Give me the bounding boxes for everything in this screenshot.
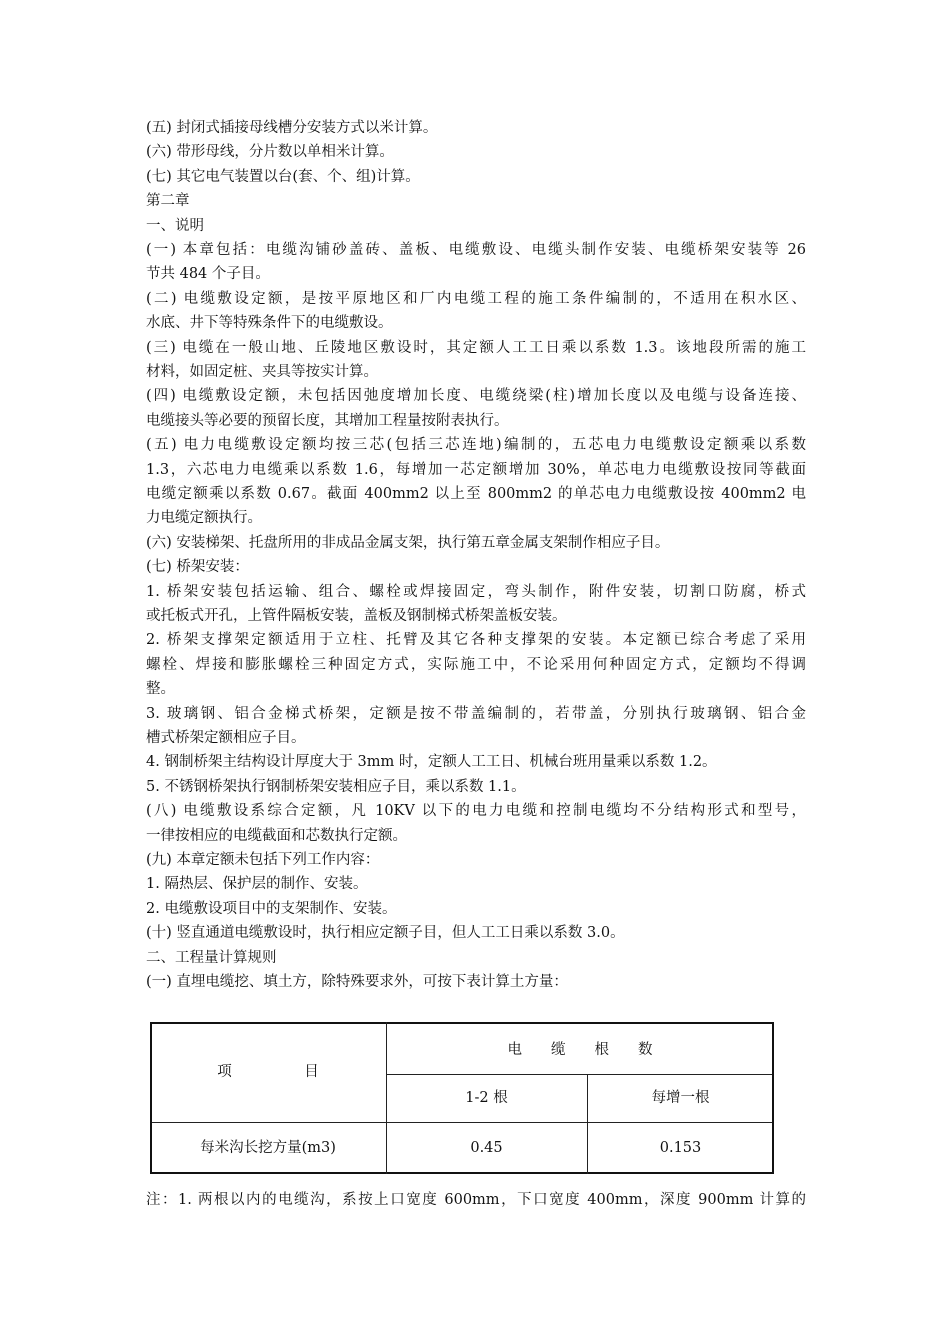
text-line: 电缆定额乘以系数 0.67。截面 400mm2 以上至 800mm2 的单芯电力电缆敷设按 400mm2 电 xyxy=(146,486,806,502)
text-line: 材料，如固定桩、夹具等按实计算。 xyxy=(146,364,378,380)
text-line: 一、说明 xyxy=(146,217,204,234)
text-line: 1. 桥架安装包括运输、组合、螺栓或焊接固定，弯头制作，附件安装，切割口防腐，桥式 xyxy=(146,583,806,600)
text-line: 第二章 xyxy=(146,193,190,210)
text-line: (四) 电缆敷设定额，未包括因弛度增加长度、电缆绕梁(柱)增加长度以及电缆与设备连接、 xyxy=(146,388,806,405)
table-top-border xyxy=(150,1022,774,1024)
text-line: 1. 隔热层、保护层的制作、安装。 xyxy=(146,876,368,893)
text-line: 节共 484 个子目。 xyxy=(146,266,270,283)
text-line: 2. 桥架支撑架定额适用于立柱、托臂及其它各种支撑架的安装。本定额已综合考虑了采用 xyxy=(146,632,806,649)
text-line: (十) 竖直通道电缆敷设时，执行相应定额子目，但人工工日乘以系数 3.0。 xyxy=(146,925,625,942)
text-line: 4. 钢制桥架主结构设计厚度大于 3mm 时，定额人工工日、机械台班用量乘以系数 1.2。 xyxy=(146,754,717,771)
text-line: (九) 本章定额未包括下列工作内容： xyxy=(146,852,380,868)
text-line: 5. 不锈钢桥架执行钢制桥架安装相应子目，乘以系数 1.1。 xyxy=(146,778,526,795)
text-line: 槽式桥架定额相应子目。 xyxy=(146,730,306,746)
text-line: (六) 带形母线，分片数以单相米计算。 xyxy=(146,144,394,161)
text-line: 水底、井下等特殊条件下的电缆敷设。 xyxy=(146,315,393,332)
text-line: 2. 电缆敷设项目中的支架制作、安装。 xyxy=(146,900,397,917)
text-line: 螺栓、焊接和膨胀螺栓三种固定方式，实际施工中，不论采用何种固定方式，定额均不得调 xyxy=(146,656,806,673)
earthwork-table xyxy=(150,1022,774,1174)
text-line: 一律按相应的电缆截面和芯数执行定额。 xyxy=(146,827,407,844)
text-line: (三) 电缆在一般山地、丘陵地区敷设时，其定额人工工日乘以系数 1.3。该地段所需的施工 xyxy=(146,339,806,356)
text-line: (五) 封闭式插接母线槽分安装方式以米计算。 xyxy=(146,120,438,136)
header-item-cell: 项 目 xyxy=(217,1064,319,1080)
text-line: 力电缆定额执行。 xyxy=(146,510,262,527)
col1-header-cell: 1-2 根 xyxy=(465,1090,508,1106)
text-line: (八) 电缆敷设系综合定额，凡 10KV 以下的电力电缆和控制电缆均不分结构形式和型号， xyxy=(146,803,806,820)
text-line: 或托板式开孔，上管件隔板安装，盖板及钢制梯式桥架盖板安装。 xyxy=(146,608,567,624)
header-bottom-rule xyxy=(150,1122,774,1123)
table-bottom-border xyxy=(150,1172,774,1174)
text-line: 1.3，六芯电力电缆乘以系数 1.6，每增加一芯定额增加 30%，单芯电力电缆敷设按同等截面 xyxy=(146,461,806,478)
text-line: (五) 电力电缆敷设定额均按三芯(包括三芯连地)编制的，五芯电力电缆敷设定额乘以系数 xyxy=(146,437,806,454)
text-line: 整。 xyxy=(146,681,175,698)
text-line: (一) 直埋电缆挖、填土方，除特殊要求外，可按下表计算土方量： xyxy=(146,974,568,990)
row-label-cell: 每米沟长挖方量(m3) xyxy=(200,1140,336,1156)
text-line: (一) 本章包括：电缆沟铺砂盖砖、盖板、电缆敷设、电缆头制作安装、电缆桥架安装等 26 xyxy=(146,242,806,258)
table-note: 注：1. 两根以内的电缆沟，系按上口宽度 600mm，下口宽度 400mm，深度 900mm 计算的 xyxy=(146,1192,806,1208)
header-group-rule xyxy=(386,1074,774,1075)
text-line: (六) 安装梯架、托盘所用的非成品金属支架，执行第五章金属支架制作相应子目。 xyxy=(146,534,670,551)
text-line: 二、工程量计算规则 xyxy=(146,949,277,966)
text-line: (七) 桥架安装： xyxy=(146,559,249,576)
row-value2-cell: 0.153 xyxy=(659,1140,702,1156)
text-line: (二) 电缆敷设定额，是按平原地区和厂内电缆工程的施工条件编制的，不适用在积水区、 xyxy=(146,290,806,307)
header-group-cell: 电 缆 根 数 xyxy=(507,1042,653,1058)
text-line: 3. 玻璃钢、铝合金梯式桥架，定额是按不带盖编制的，若带盖，分别执行玻璃钢、铝合金 xyxy=(146,705,806,722)
text-line: (七) 其它电气装置以台(套、个、组)计算。 xyxy=(146,168,420,185)
text-line: 电缆接头等必要的预留长度，其增加工程量按附表执行。 xyxy=(146,412,509,429)
row-value1-cell: 0.45 xyxy=(470,1140,503,1156)
col2-header-cell: 每增一根 xyxy=(651,1090,710,1106)
